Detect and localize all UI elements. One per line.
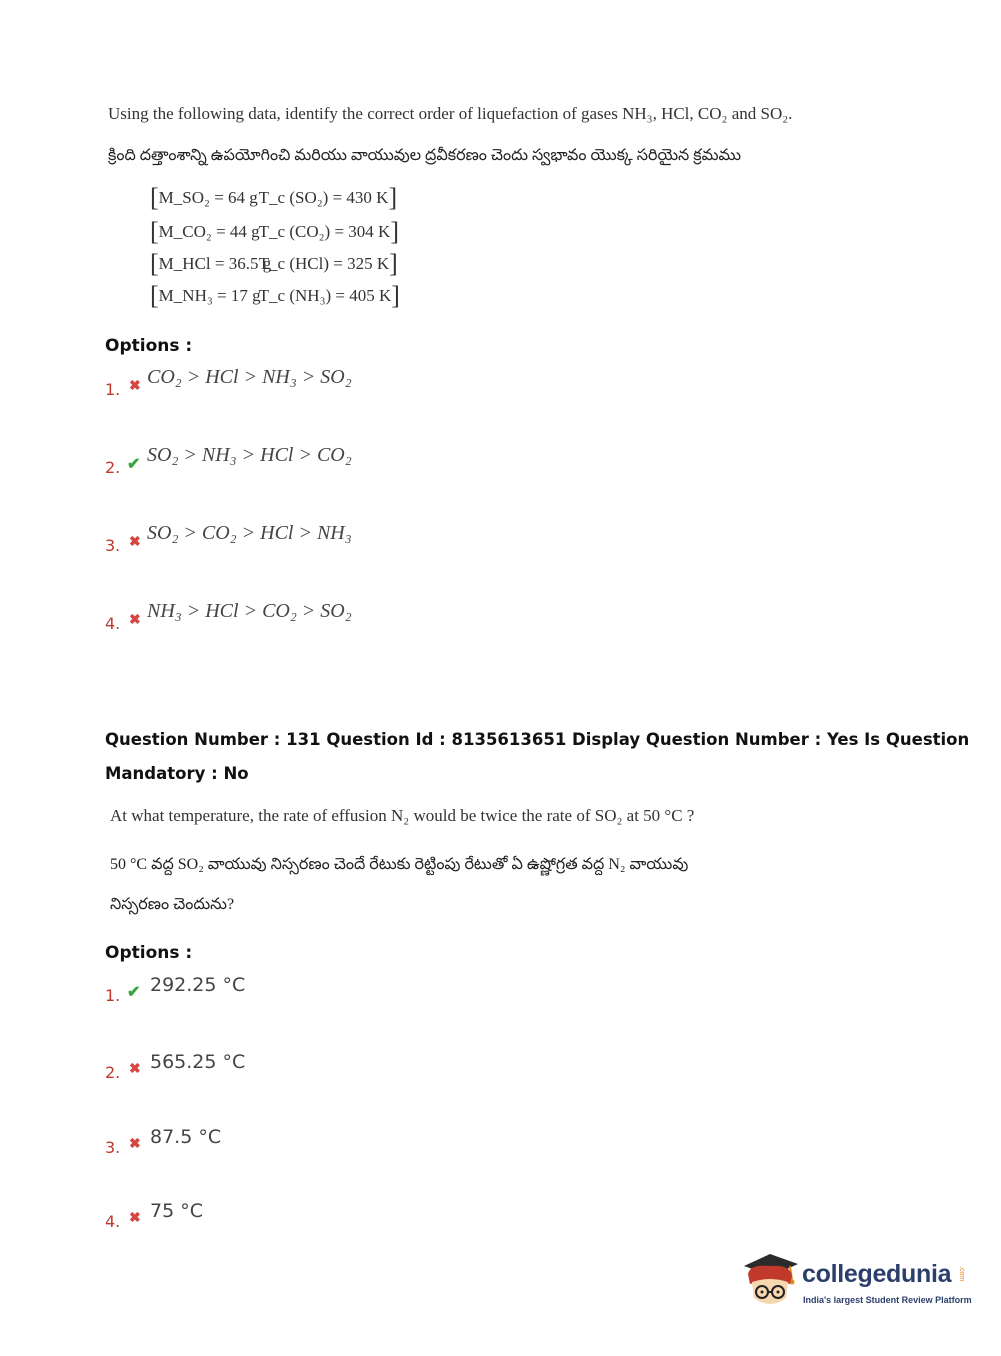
option-value: 75 °C <box>150 1200 203 1222</box>
option-number: 4. <box>105 1212 121 1231</box>
option-number: 2. <box>105 458 121 477</box>
data-row: [M_CO₂ = 44 gT_c (CO₂) = 304 K] <box>150 217 400 247</box>
collegedunia-logo[interactable] <box>740 1248 970 1318</box>
option-number: 2. <box>105 1063 121 1082</box>
data-tc: T_c (HCl) = 325 K <box>258 254 390 274</box>
question-text-en: At what temperature, the rate of effusion N₂ would be twice the rate of SO₂ at 50 °C ? <box>110 806 695 825</box>
options-heading: Options : <box>105 943 193 963</box>
data-mass: M_CO₂ = 44 g <box>158 222 260 242</box>
data-row: [M_NH₃ = 17 gT_c (NH₃) = 405 K] <box>150 281 400 311</box>
option-value: 87.5 °C <box>150 1126 222 1148</box>
check-icon: ✔ <box>127 984 141 1001</box>
data-tc: T_c (SO₂) = 430 K <box>258 188 389 208</box>
option-value: SO₂ > CO₂ > HCl > NH₃ <box>147 522 352 544</box>
question-meta-line2: Mandatory : No <box>105 764 249 783</box>
data-tc: T_c (CO₂) = 304 K <box>258 222 391 242</box>
question-text-en: Using the following data, identify the correct order of liquefaction of gases NH₃, HCl, CO₂ and SO₂. <box>108 104 793 123</box>
data-row: [M_SO₂ = 64 gT_c (SO₂) = 430 K] <box>150 183 398 213</box>
question-text-te-cont: నిస్సరణం చెందును? <box>110 896 235 913</box>
question-text-te: క్రింది దత్తాంశాన్ని ఉపయోగించి మరియు వాయువుల ద్రవీకరణం చెందు స్వభావం యొక్క సరియైన క్రమము <box>108 147 741 164</box>
data-row: [M_HCl = 36.5 gT_c (HCl) = 325 K] <box>150 249 398 279</box>
data-table <box>150 184 450 314</box>
question-meta-line1: Question Number : 131 Question Id : 8135613651 Display Question Number : Yes Is Question <box>105 730 970 749</box>
option-number: 4. <box>105 614 121 633</box>
data-tc: T_c (NH₃) = 405 K <box>258 286 392 306</box>
option-number: 1. <box>105 986 121 1005</box>
option-value: NH₃ > HCl > CO₂ > SO₂ <box>147 600 352 622</box>
question-text-te: 50 °C వద్ద SO₂ వాయువు నిస్సరణం చెందే రేటుకు రెట్టింపు రేటుతో ఏ ఉష్ణోగ్రత వద్ద N₂ వాయువు <box>110 856 689 873</box>
cross-icon: ✖ <box>129 1062 141 1077</box>
check-icon: ✔ <box>127 456 141 473</box>
logo-name: collegedunia <box>802 1260 952 1288</box>
cross-icon: ✖ <box>129 535 141 550</box>
logo-tagline: India's largest Student Review Platform <box>803 1295 972 1305</box>
option-number: 1. <box>105 380 121 399</box>
cross-icon: ✖ <box>129 613 141 628</box>
cross-icon: ✖ <box>129 1137 141 1152</box>
option-number: 3. <box>105 1138 121 1157</box>
data-mass: M_HCl = 36.5 g <box>158 254 272 274</box>
option-value: 292.25 °C <box>150 974 246 996</box>
option-value: 565.25 °C <box>150 1051 246 1073</box>
options-heading: Options : <box>105 336 193 356</box>
option-value: SO₂ > NH₃ > HCl > CO₂ <box>147 444 352 466</box>
cross-icon: ✖ <box>129 1211 141 1226</box>
option-number: 3. <box>105 536 121 555</box>
data-mass: M_SO₂ = 64 g <box>158 188 258 208</box>
logo-suffix: .com <box>958 1266 965 1282</box>
data-mass: M_NH₃ = 17 g <box>158 286 261 306</box>
option-value: CO₂ > HCl > NH₃ > SO₂ <box>147 366 352 388</box>
mascot-icon <box>740 1248 802 1312</box>
cross-icon: ✖ <box>129 379 141 394</box>
